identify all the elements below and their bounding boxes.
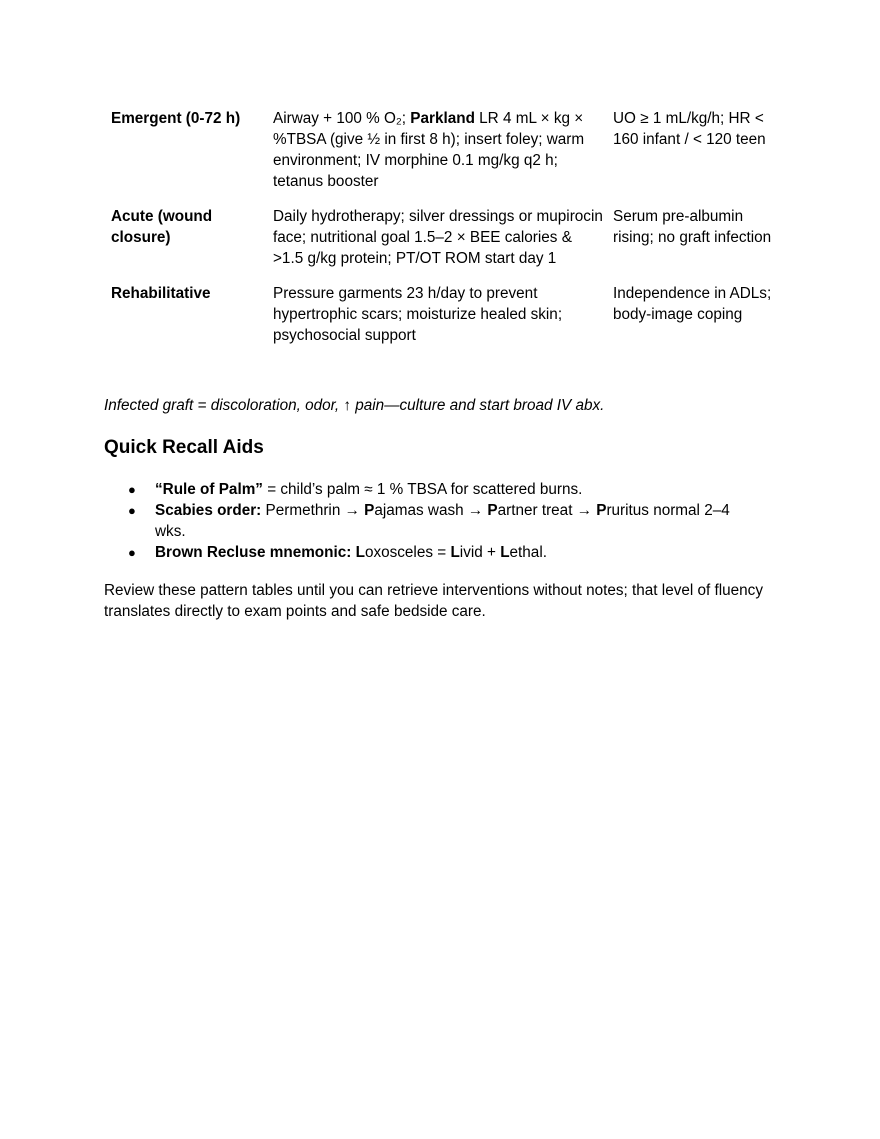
aid-title: Scabies order: bbox=[155, 502, 262, 519]
burn-phase-table bbox=[104, 108, 783, 346]
intervention-cell bbox=[273, 108, 613, 206]
aid-text: Permethrin → bbox=[261, 502, 365, 519]
aid-title: “Rule of Palm” bbox=[155, 481, 263, 498]
phase-cell bbox=[104, 283, 273, 346]
intervention-cell bbox=[273, 206, 613, 283]
intervention-cell bbox=[273, 283, 613, 346]
mnemonic-letter: P bbox=[596, 502, 607, 519]
section-heading: Quick Recall Aids bbox=[104, 437, 264, 458]
mnemonic-letter: L bbox=[450, 544, 460, 561]
intervention-text: Airway + 100 % O₂; bbox=[273, 110, 411, 127]
intervention-text: Pressure garments 23 h/day to prevent hypertrophic scars; moisturize healed skin; psychosocial support bbox=[273, 285, 563, 344]
mnemonic-letter: P bbox=[487, 502, 498, 519]
mnemonic-letter: L bbox=[500, 544, 510, 561]
table-row bbox=[104, 108, 783, 206]
intervention-text: Daily hydrotherapy; silver dressings or mupirocin face; nutritional goal 1.5–2 × BEE calories & >1.5 g/kg protein; PT/OT ROM start day 1 bbox=[273, 208, 603, 267]
bullet-icon: ● bbox=[128, 545, 136, 560]
table-row bbox=[104, 283, 783, 346]
aid-text: ajamas wash → bbox=[374, 502, 488, 519]
aid-text: ruritus normal 2–4 wks. bbox=[155, 502, 730, 540]
mnemonic-letter: P bbox=[364, 502, 375, 519]
list-item bbox=[104, 479, 764, 500]
phase-label: Rehabilitative bbox=[111, 285, 211, 302]
aid-text: artner treat → bbox=[497, 502, 597, 519]
phase-label: Emergent (0-72 h) bbox=[111, 110, 241, 127]
outcome-cell bbox=[613, 206, 783, 283]
outcome-cell bbox=[613, 108, 783, 206]
phase-label: Acute (wound closure) bbox=[111, 208, 213, 246]
infected-graft-note: Infected graft = discoloration, odor, ↑ pain—culture and start broad IV abx. bbox=[104, 397, 605, 414]
bullet-icon: ● bbox=[128, 503, 136, 518]
bullet-icon: ● bbox=[128, 482, 136, 497]
aid-text: ethal. bbox=[509, 544, 547, 561]
aid-text: = child’s palm ≈ 1 % TBSA for scattered burns. bbox=[262, 481, 583, 498]
aid-text: ivid + bbox=[459, 544, 501, 561]
outcome-text: Independence in ADLs; body-image coping bbox=[613, 285, 772, 323]
closing-paragraph: Review these pattern tables until you can retrieve interventions without notes; that level of fluency translates directly to exam points and safe bedside care. bbox=[104, 582, 763, 620]
table-row bbox=[104, 206, 783, 283]
outcome-text: UO ≥ 1 mL/kg/h; HR < 160 infant / < 120 teen bbox=[613, 110, 766, 148]
aid-title: Brown Recluse mnemonic: bbox=[155, 544, 352, 561]
intervention-emphasis: Parkland bbox=[410, 110, 475, 127]
mnemonic-letter: L bbox=[355, 544, 365, 561]
outcome-cell bbox=[613, 283, 783, 346]
list-item bbox=[104, 542, 764, 563]
list-item bbox=[104, 500, 764, 542]
aid-text: oxosceles = bbox=[364, 544, 451, 561]
phase-cell bbox=[104, 108, 273, 206]
phase-cell bbox=[104, 206, 273, 283]
outcome-text: Serum pre-albumin rising; no graft infection bbox=[613, 208, 772, 246]
intervention-text-cont: LR 4 mL × kg × %TBSA (give ½ in first 8 h); insert foley; warm environment; IV morphine 0.1 mg/kg q2 h; tetanus booster bbox=[273, 110, 585, 190]
recall-aids-list bbox=[104, 479, 764, 563]
